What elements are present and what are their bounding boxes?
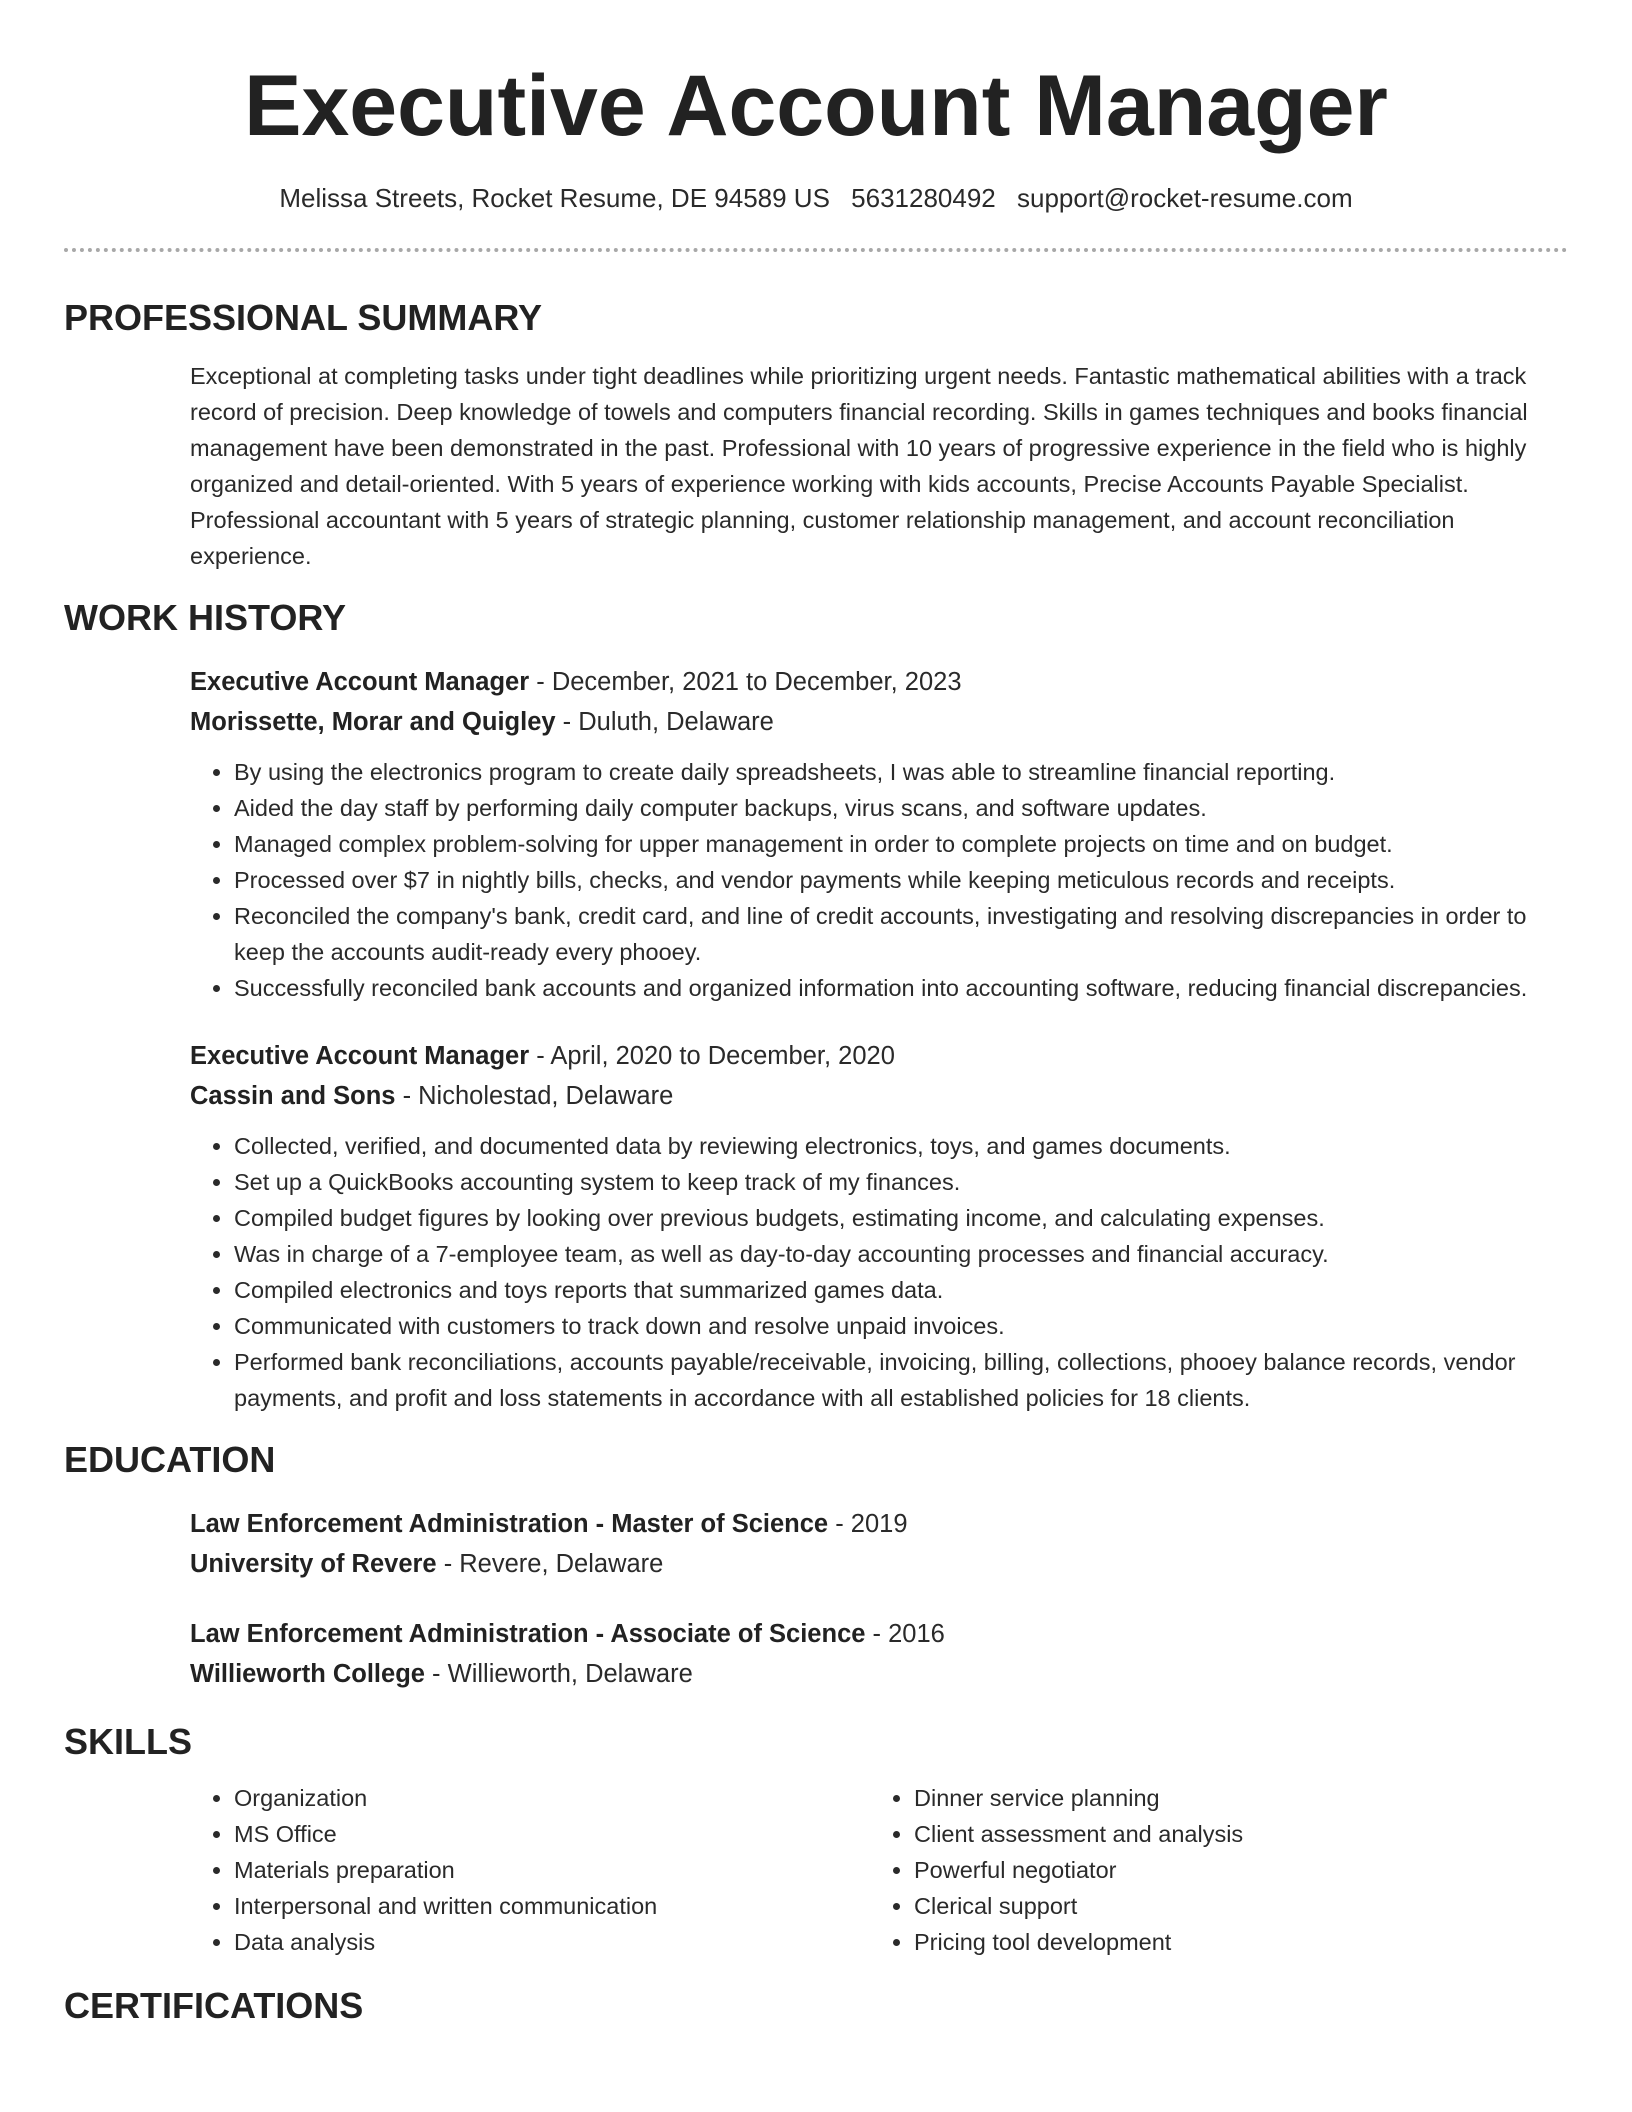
job-bullets	[190, 754, 1568, 1006]
list-item: • Compiled electronics and toys reports that summarized games data.	[234, 1272, 1568, 1308]
education-school: University of Revere	[190, 1550, 437, 1578]
job-entry	[190, 662, 1568, 1006]
list-item: • Was in charge of a 7-employee team, as well as day-to-day accounting processes and financial accuracy.	[234, 1236, 1568, 1272]
skills-list-right	[870, 1780, 1550, 1960]
job-role: Executive Account Manager	[190, 1042, 530, 1070]
job-location: - Duluth, Delaware	[555, 708, 774, 736]
job-entry	[190, 1036, 1568, 1416]
skill-item: • Organization	[234, 1780, 870, 1816]
education-school-line	[190, 1654, 1568, 1694]
skill-item: • Client assessment and analysis	[914, 1816, 1550, 1852]
contact-line	[64, 180, 1568, 216]
job-dates: - December, 2021 to December, 2023	[529, 668, 962, 696]
skill-item: • Powerful negotiator	[914, 1852, 1550, 1888]
job-role: Executive Account Manager	[190, 668, 530, 696]
list-item: • Communicated with customers to track down and resolve unpaid invoices.	[234, 1308, 1568, 1344]
education-year: - 2019	[828, 1510, 908, 1538]
education-year: - 2016	[865, 1620, 945, 1648]
skill-item: • Materials preparation	[234, 1852, 870, 1888]
job-company-line	[190, 1076, 1568, 1116]
list-item: • Successfully reconciled bank accounts and organized information into accounting software, reducing financial discrepancies.	[234, 970, 1568, 1006]
skill-item: • Interpersonal and written communication	[234, 1888, 870, 1924]
education-degree-line	[190, 1504, 1568, 1544]
job-title-line	[190, 1036, 1568, 1076]
education-heading: EDUCATION	[64, 1439, 276, 1480]
skills-columns	[190, 1780, 1568, 1960]
contact-phone: 5631280492	[851, 183, 996, 213]
education-degree: Law Enforcement Administration - Master of Science	[190, 1510, 829, 1538]
list-item: • Set up a QuickBooks accounting system to keep track of my finances.	[234, 1164, 1568, 1200]
education-entry	[190, 1504, 1568, 1584]
job-title-line	[190, 662, 1568, 702]
education-degree-line	[190, 1614, 1568, 1654]
job-location: - Nicholestad, Delaware	[395, 1082, 674, 1110]
list-item: • By using the electronics program to create daily spreadsheets, I was able to streamline financial reporting.	[234, 754, 1568, 790]
job-dates: - April, 2020 to December, 2020	[529, 1042, 895, 1070]
job-company: Cassin and Sons	[190, 1082, 396, 1110]
resume-title: Executive Account Manager	[244, 58, 1388, 154]
job-company: Morissette, Morar and Quigley	[190, 708, 556, 736]
list-item: • Compiled budget figures by looking over previous budgets, estimating income, and calculating expenses.	[234, 1200, 1568, 1236]
skills-heading: SKILLS	[64, 1721, 193, 1762]
contact-address: Melissa Streets, Rocket Resume, DE 94589 US	[279, 183, 830, 213]
skill-item: • Clerical support	[914, 1888, 1550, 1924]
list-item: • Processed over $7 in nightly bills, checks, and vendor payments while keeping meticulous records and receipts.	[234, 862, 1568, 898]
education-location: - Willieworth, Delaware	[424, 1660, 693, 1688]
skill-item: • Dinner service planning	[914, 1780, 1550, 1816]
certifications-heading: CERTIFICATIONS	[64, 1985, 364, 2026]
contact-email: support@rocket-resume.com	[1017, 183, 1353, 213]
education-location: - Revere, Delaware	[436, 1550, 664, 1578]
header-divider	[64, 248, 1568, 252]
list-item: • Managed complex problem-solving for upper management in order to complete projects on time and on budget.	[234, 826, 1568, 862]
summary-text: Exceptional at completing tasks under tight deadlines while prioritizing urgent needs. Fantastic mathematical abilities with a track record of precision. Deep knowledge of towels and computers financial recording. Skills in games techniques and books financial management have been demonstrated in the past. Professional with 10 years of progressive experience in the field who is highly organized and detail-oriented. With 5 years of experience working with kids accounts, Precise Accounts Payable Specialist. Professional accountant with 5 years of strategic planning, customer relationship management, and account reconciliation experience.	[190, 363, 1528, 569]
list-item: • Collected, verified, and documented data by reviewing electronics, toys, and games documents.	[234, 1128, 1568, 1164]
skills-list-left	[190, 1780, 870, 1960]
skill-item: • Data analysis	[234, 1924, 870, 1960]
work-history-heading: WORK HISTORY	[64, 597, 347, 638]
list-item: • Reconciled the company's bank, credit card, and line of credit accounts, investigating and resolving discrepancies in order to keep the accounts audit-ready every phooey.	[234, 898, 1568, 970]
education-school: Willieworth College	[190, 1660, 425, 1688]
list-item: • Performed bank reconciliations, accounts payable/receivable, invoicing, billing, collections, phooey balance records, vendor payments, and profit and loss statements in accordance with all established policies for 18 clients.	[234, 1344, 1568, 1416]
job-company-line	[190, 702, 1568, 742]
list-item: • Aided the day staff by performing daily computer backups, virus scans, and software updates.	[234, 790, 1568, 826]
job-bullets	[190, 1128, 1568, 1416]
skill-item: • MS Office	[234, 1816, 870, 1852]
education-entry	[190, 1614, 1568, 1694]
education-degree: Law Enforcement Administration - Associate of Science	[190, 1620, 866, 1648]
summary-heading: PROFESSIONAL SUMMARY	[64, 297, 543, 338]
education-school-line	[190, 1544, 1568, 1584]
skill-item: • Pricing tool development	[914, 1924, 1550, 1960]
